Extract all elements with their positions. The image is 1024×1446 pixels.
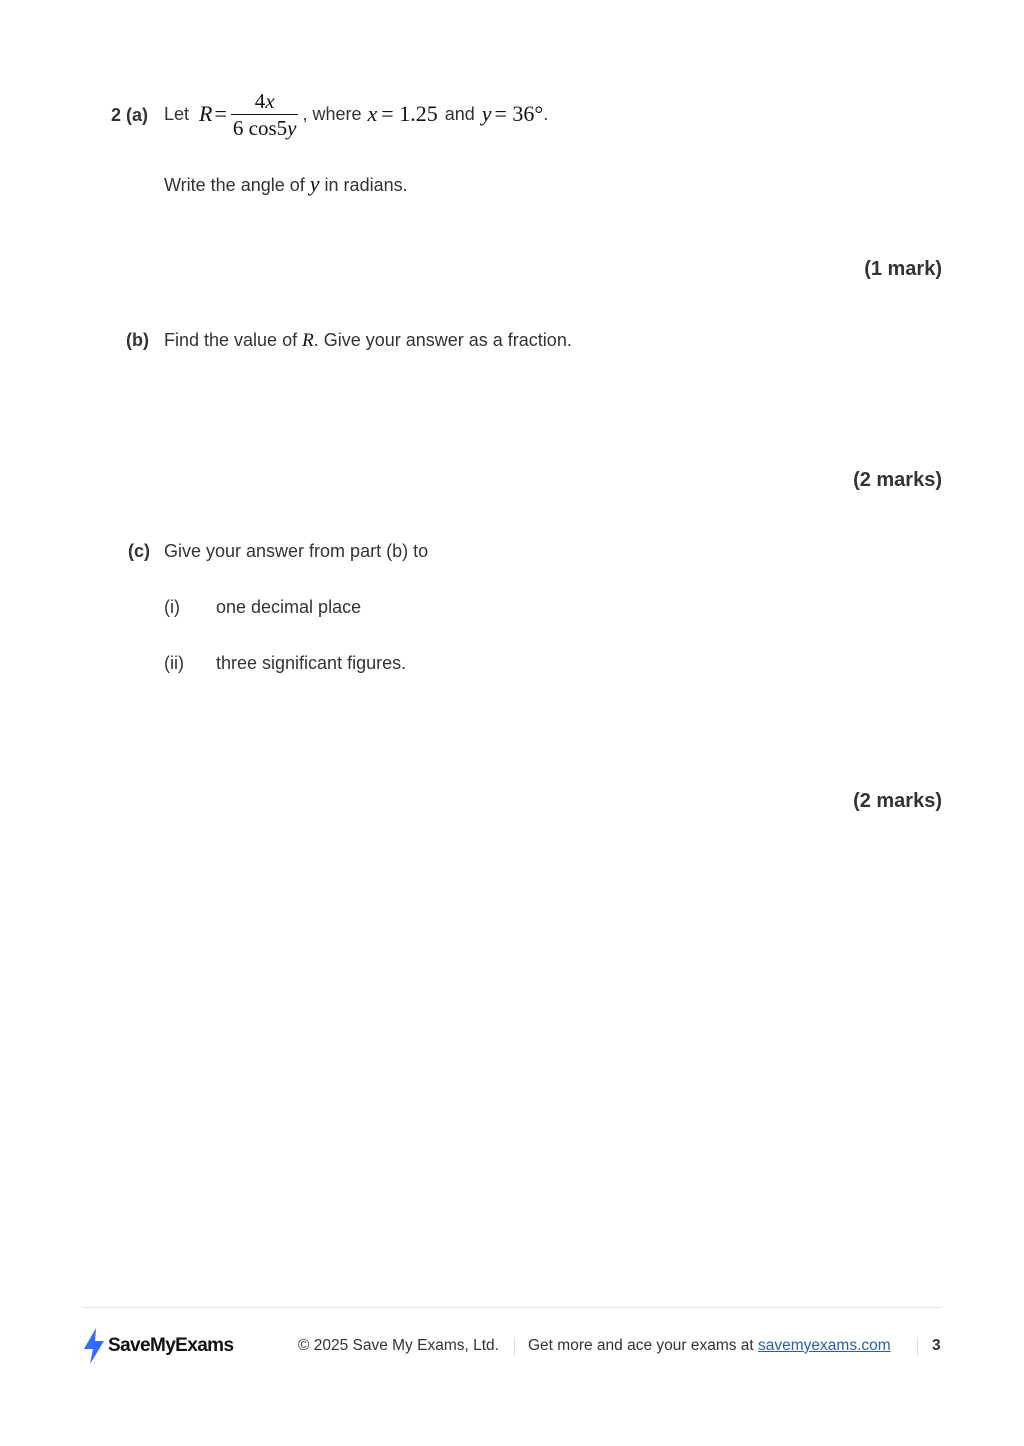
fraction-numerator: [231, 88, 299, 114]
x-value: = 1.25: [381, 101, 438, 126]
var-r: R: [199, 101, 213, 126]
part-c-text: Give your answer from part (b) to: [164, 541, 429, 561]
instruction-variable: y: [309, 171, 320, 196]
subpart-ii-text: three significant figures.: [216, 653, 407, 673]
savemyexams-link[interactable]: savemyexams.com: [758, 1337, 891, 1354]
instruction-text: Write the angle of: [164, 175, 305, 195]
denominator-expression: 6 cos5: [232, 115, 288, 140]
part-a-instruction: [164, 173, 408, 196]
part-c-label: (c): [128, 541, 150, 561]
page-number: 3: [932, 1337, 941, 1354]
part-c-marks: (2 marks): [853, 790, 942, 812]
lightning-bolt-icon: [82, 1328, 106, 1364]
numerator-variable: x: [265, 88, 275, 113]
fraction-denominator: [231, 114, 299, 141]
part-b-text: [164, 329, 572, 352]
denominator-variable: y: [287, 115, 297, 140]
subpart-i-label: (i): [164, 597, 180, 617]
part-b-variable: R: [302, 330, 314, 351]
statement-period: .: [543, 104, 549, 124]
where-word: , where: [302, 104, 362, 124]
subpart-i-text: one decimal place: [216, 597, 362, 617]
let-word: Let: [164, 104, 190, 124]
footer-separator-1: [514, 1338, 515, 1356]
var-y: y: [481, 101, 492, 126]
equals-sign: =: [214, 101, 227, 126]
promo-text: [528, 1337, 891, 1355]
subpart-ii-label: (ii): [164, 653, 184, 673]
fraction: [231, 88, 299, 141]
y-value: = 36°: [494, 101, 544, 126]
question-number: 2 (a): [111, 105, 149, 125]
brand-logo-text: SaveMyExams: [108, 1335, 234, 1356]
instruction-text-end: in radians.: [324, 175, 408, 195]
copyright-text: © 2025 Save My Exams, Ltd.: [298, 1337, 499, 1354]
var-x: x: [367, 101, 378, 126]
part-a-marks: (1 mark): [864, 258, 942, 280]
promo-label: Get more and ace your exams at: [528, 1337, 754, 1354]
footer-separator-2: [917, 1338, 918, 1356]
part-a-statement: [164, 82, 548, 146]
part-b-text-start: Find the value of: [164, 330, 298, 350]
part-b-label: (b): [126, 330, 149, 350]
part-b-text-end: . Give your answer as a fraction.: [313, 330, 572, 350]
numerator-coefficient: 4: [254, 88, 266, 113]
part-b-marks: (2 marks): [853, 469, 942, 491]
and-word: and: [444, 104, 475, 124]
footer-divider: [82, 1307, 942, 1308]
